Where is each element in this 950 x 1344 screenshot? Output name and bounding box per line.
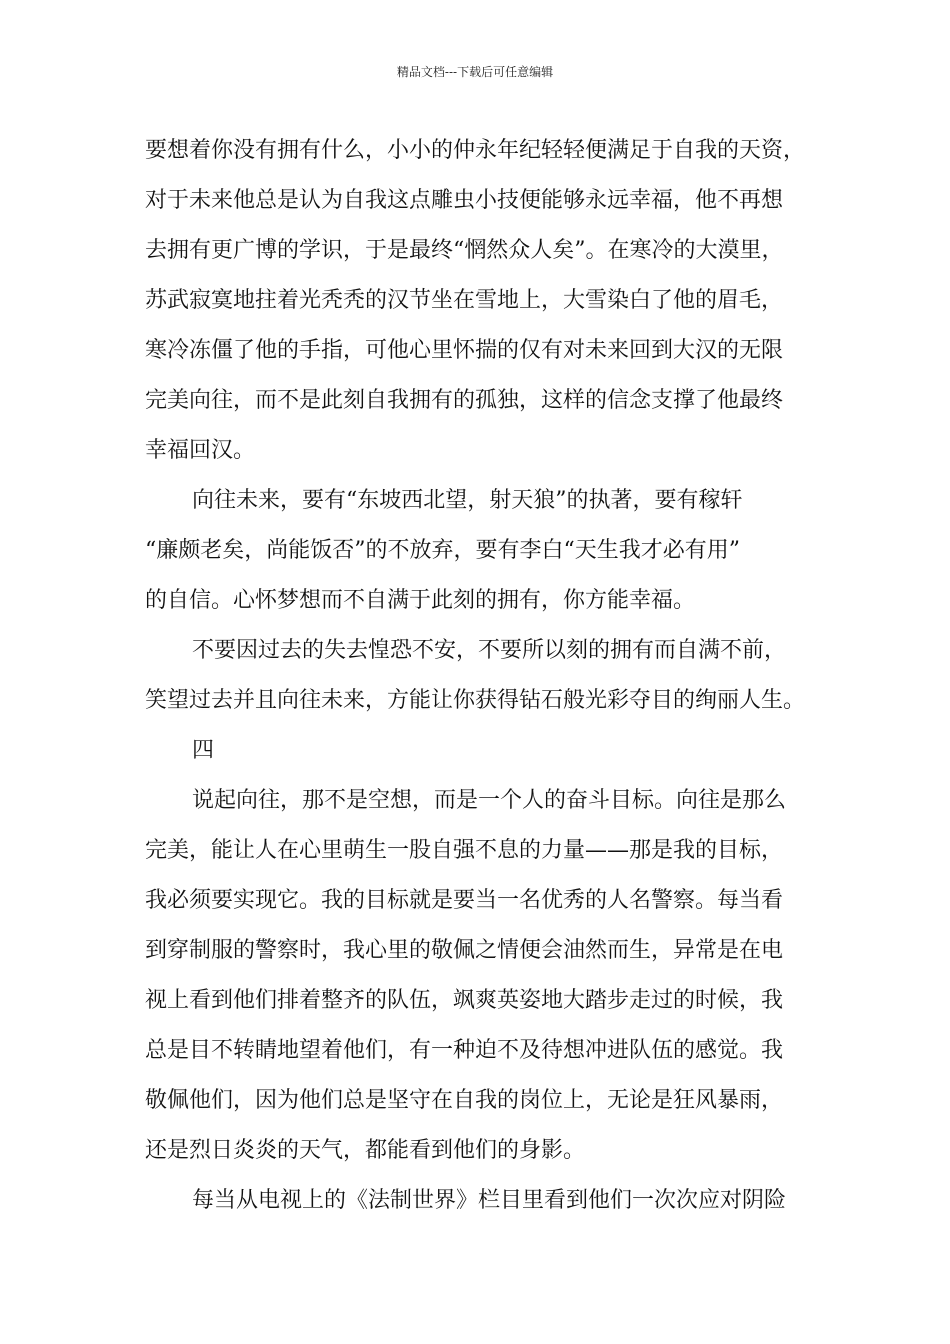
body-line: 敬佩他们，因为他们总是坚守在自我的岗位上，无论是狂风暴雨， bbox=[145, 1088, 784, 1113]
paragraph-first-line: 每当从电视上的《法制世界》栏目里看到他们一次次应对阴险 bbox=[192, 1188, 787, 1213]
body-line: 的自信。心怀梦想而不自满于此刻的拥有，你方能幸福。 bbox=[145, 588, 696, 613]
paragraph-first-line: 说起向往，那不是空想，而是一个人的奋斗目标。向往是那么 bbox=[192, 788, 787, 813]
body-line: 我必须要实现它。我的目标就是要当一名优秀的人名警察。每当看 bbox=[145, 888, 784, 913]
body-line: 去拥有更广博的学识，于是最终“惘然众人矣”。在寒冷的大漠里， bbox=[145, 238, 784, 263]
paragraph-first-line: 向往未来，要有“东坡西北望，射天狼”的执著，要有稼轩 bbox=[192, 488, 743, 513]
paragraph-first-line: 不要因过去的失去惶恐不安，不要所以刻的拥有而自满不前， bbox=[192, 638, 787, 663]
body-line: 还是烈日炎炎的天气，都能看到他们的身影。 bbox=[145, 1138, 586, 1163]
body-line: 到穿制服的警察时，我心里的敬佩之情便会油然而生，异常是在电 bbox=[145, 938, 784, 963]
body-line: 幸福回汉。 bbox=[145, 438, 256, 463]
body-line: 完美向往，而不是此刻自我拥有的孤独，这样的信念支撑了他最终 bbox=[145, 388, 784, 413]
body-line: 苏武寂寞地拄着光秃秃的汉节坐在雪地上，大雪染白了他的眉毛， bbox=[145, 288, 784, 313]
body-line: 要想着你没有拥有什么，小小的仲永年纪轻轻便满足于自我的天资， bbox=[145, 138, 806, 163]
body-line: 完美，能让人在心里萌生一股自强不息的力量——那是我的目标， bbox=[145, 838, 784, 863]
section-heading: 四 bbox=[192, 738, 215, 763]
body-line: 视上看到他们排着整齐的队伍，飒爽英姿地大踏步走过的时候，我 bbox=[145, 988, 784, 1013]
page-header: 精品文档---下载后可任意编辑 bbox=[396, 65, 554, 79]
body-line: 对于未来他总是认为自我这点雕虫小技便能够永远幸福，他不再想 bbox=[145, 188, 784, 213]
body-line: 总是目不转睛地望着他们，有一种迫不及待想冲进队伍的感觉。我 bbox=[145, 1038, 784, 1063]
body-line: “廉颇老矣，尚能饭否”的不放弃，要有李白“天生我才必有用” bbox=[145, 538, 740, 563]
body-line: 笑望过去并且向往未来，方能让你获得钻石般光彩夺目的绚丽人生。 bbox=[145, 688, 806, 713]
body-line: 寒冷冻僵了他的手指，可他心里怀揣的仅有对未来回到大汉的无限 bbox=[145, 338, 784, 363]
